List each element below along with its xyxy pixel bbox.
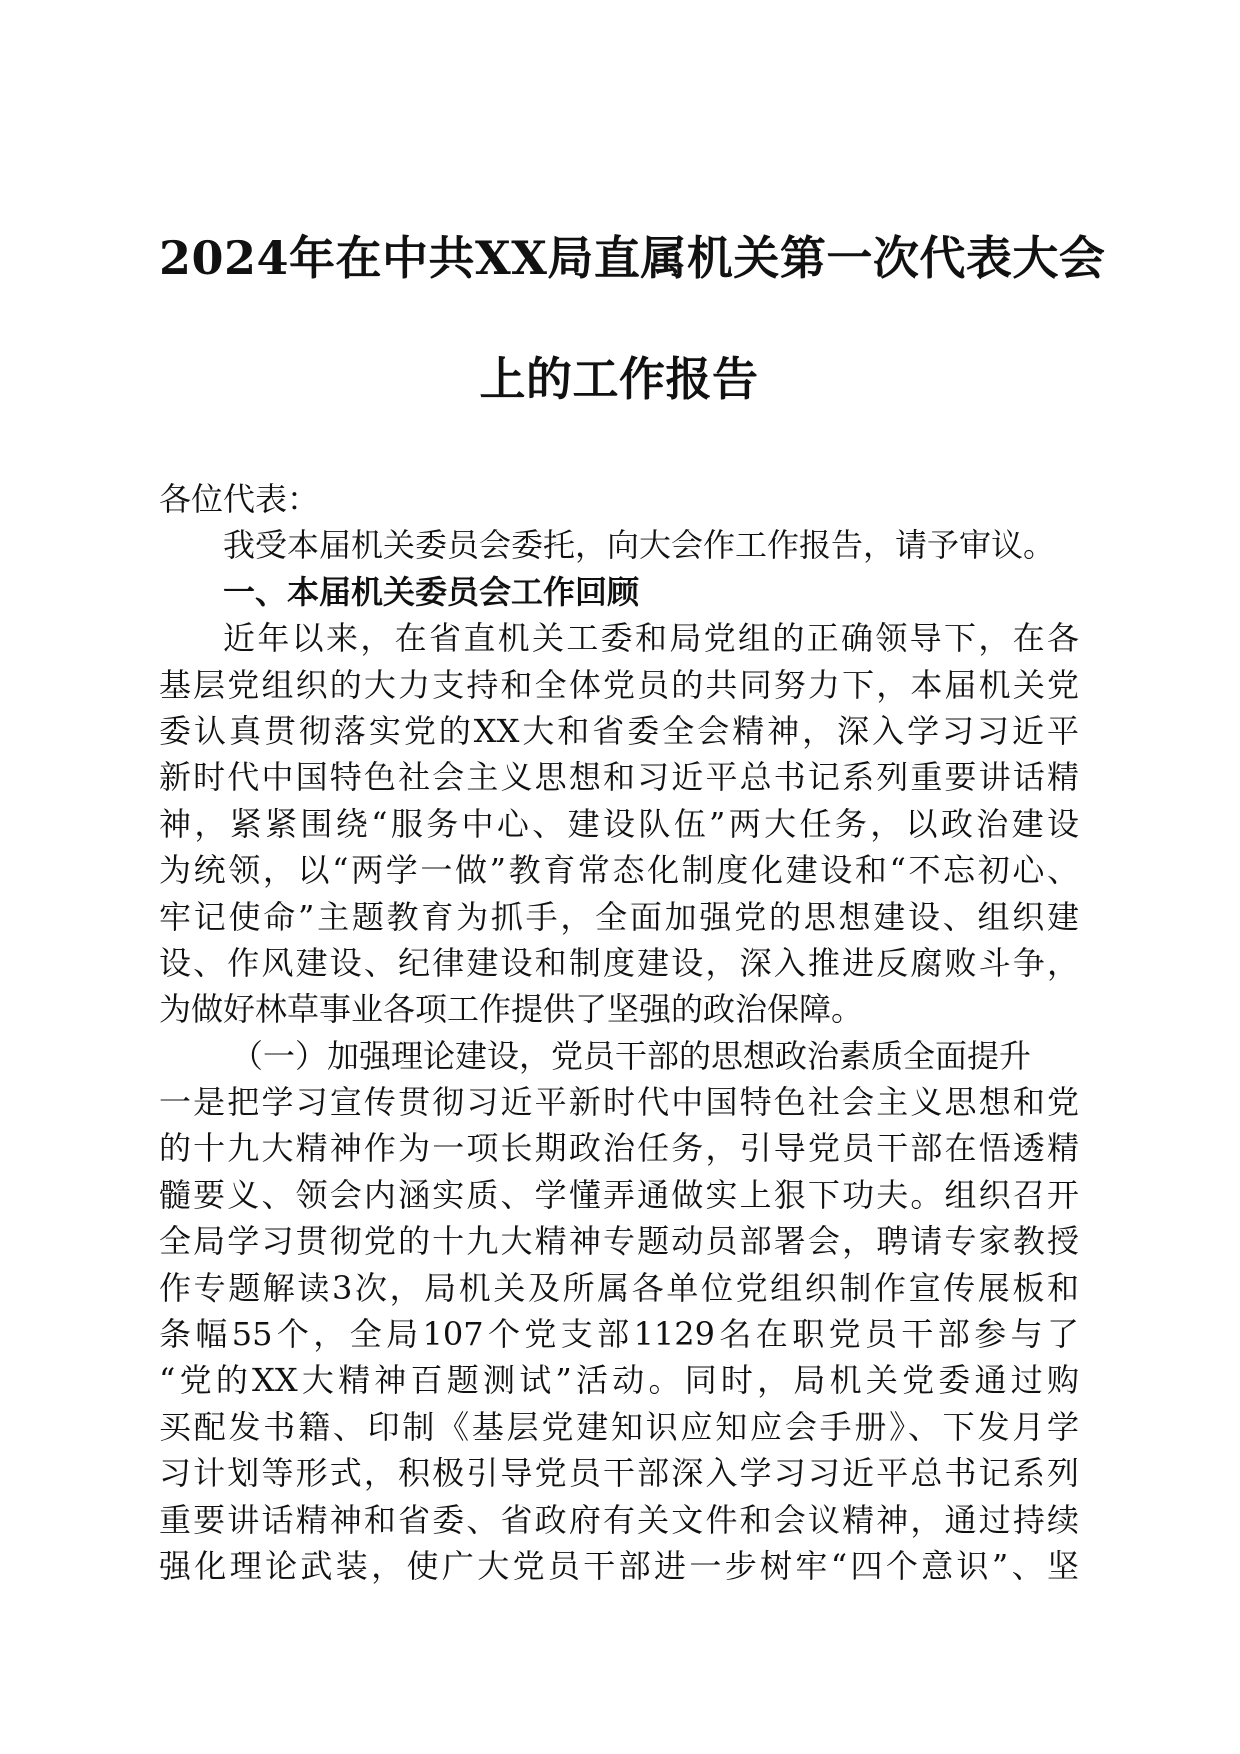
paragraph-line: 髓要义、领会内涵实质、学懂弄通做实上狠下功夫。组织召开 — [159, 1175, 1079, 1214]
paragraph-line: 的十九大精神作为一项长期政治任务，引导党员干部在悟透精 — [159, 1129, 1079, 1168]
paragraph-line: 神，紧紧围绕“服务中心、建设队伍”两大任务，以政治建设 — [159, 804, 1079, 843]
paragraph-line: 基层党组织的大力支持和全体党员的共同努力下，本届机关党 — [159, 665, 1079, 704]
document-body — [159, 476, 1079, 1589]
subsection-heading: （一）加强理论建设，党员干部的思想政治素质全面提升 — [231, 1036, 1032, 1075]
paragraph-line: 我受本届机关委员会委托，向大会作工作报告，请予审议。 — [223, 526, 1056, 565]
paragraph-line: 全局学习贯彻党的十九大精神专题动员部署会，聘请专家教授 — [159, 1222, 1079, 1261]
paragraph-line: 委认真贯彻落实党的XX大和省委全会精神，深入学习习近平 — [159, 711, 1079, 750]
paragraph-line: 条幅55个，全局107个党支部1129名在职党员干部参与了 — [159, 1315, 1079, 1354]
paragraph-line: 为做好林草事业各项工作提供了坚强的政治保障。 — [159, 990, 864, 1029]
paragraph-line: 习计划等形式，积极引导党员干部深入学习习近平总书记系列 — [159, 1454, 1079, 1493]
paragraph-line: 近年以来，在省直机关工委和局党组的正确领导下，在各 — [223, 619, 1079, 658]
section-heading: 一、本届机关委员会工作回顾 — [223, 572, 640, 611]
paragraph-line: 为统领，以“两学一做”教育常态化制度化建设和“不忘初心、 — [159, 851, 1079, 890]
paragraph-line: 重要讲话精神和省委、省政府有关文件和会议精神，通过持续 — [159, 1500, 1079, 1539]
paragraph-line: 牢记使命”主题教育为抓手，全面加强党的思想建设、组织建 — [159, 897, 1079, 936]
document-title-line-1: 2024年在中共XX局直属机关第一次代表大会 — [159, 231, 1106, 285]
paragraph-line: 作专题解读3次，局机关及所属各单位党组织制作宣传展板和 — [159, 1268, 1079, 1307]
paragraph-line: 一是把学习宣传贯彻习近平新时代中国特色社会主义思想和党 — [159, 1083, 1079, 1122]
salutation: 各位代表： — [159, 480, 320, 518]
paragraph-line: 新时代中国特色社会主义思想和习近平总书记系列重要讲话精 — [159, 758, 1079, 797]
paragraph-line: 买配发书籍、印制《基层党建知识应知应会手册》、下发月学 — [159, 1407, 1079, 1446]
paragraph-line: 设、作风建设、纪律建设和制度建设，深入推进反腐败斗争， — [159, 943, 1079, 982]
paragraph-line: “党的XX大精神百题测试”活动。同时，局机关党委通过购 — [159, 1361, 1079, 1400]
document-title-line-2: 上的工作报告 — [479, 352, 759, 406]
paragraph-line: 强化理论武装，使广大党员干部进一步树牢“四个意识”、坚 — [159, 1546, 1079, 1585]
